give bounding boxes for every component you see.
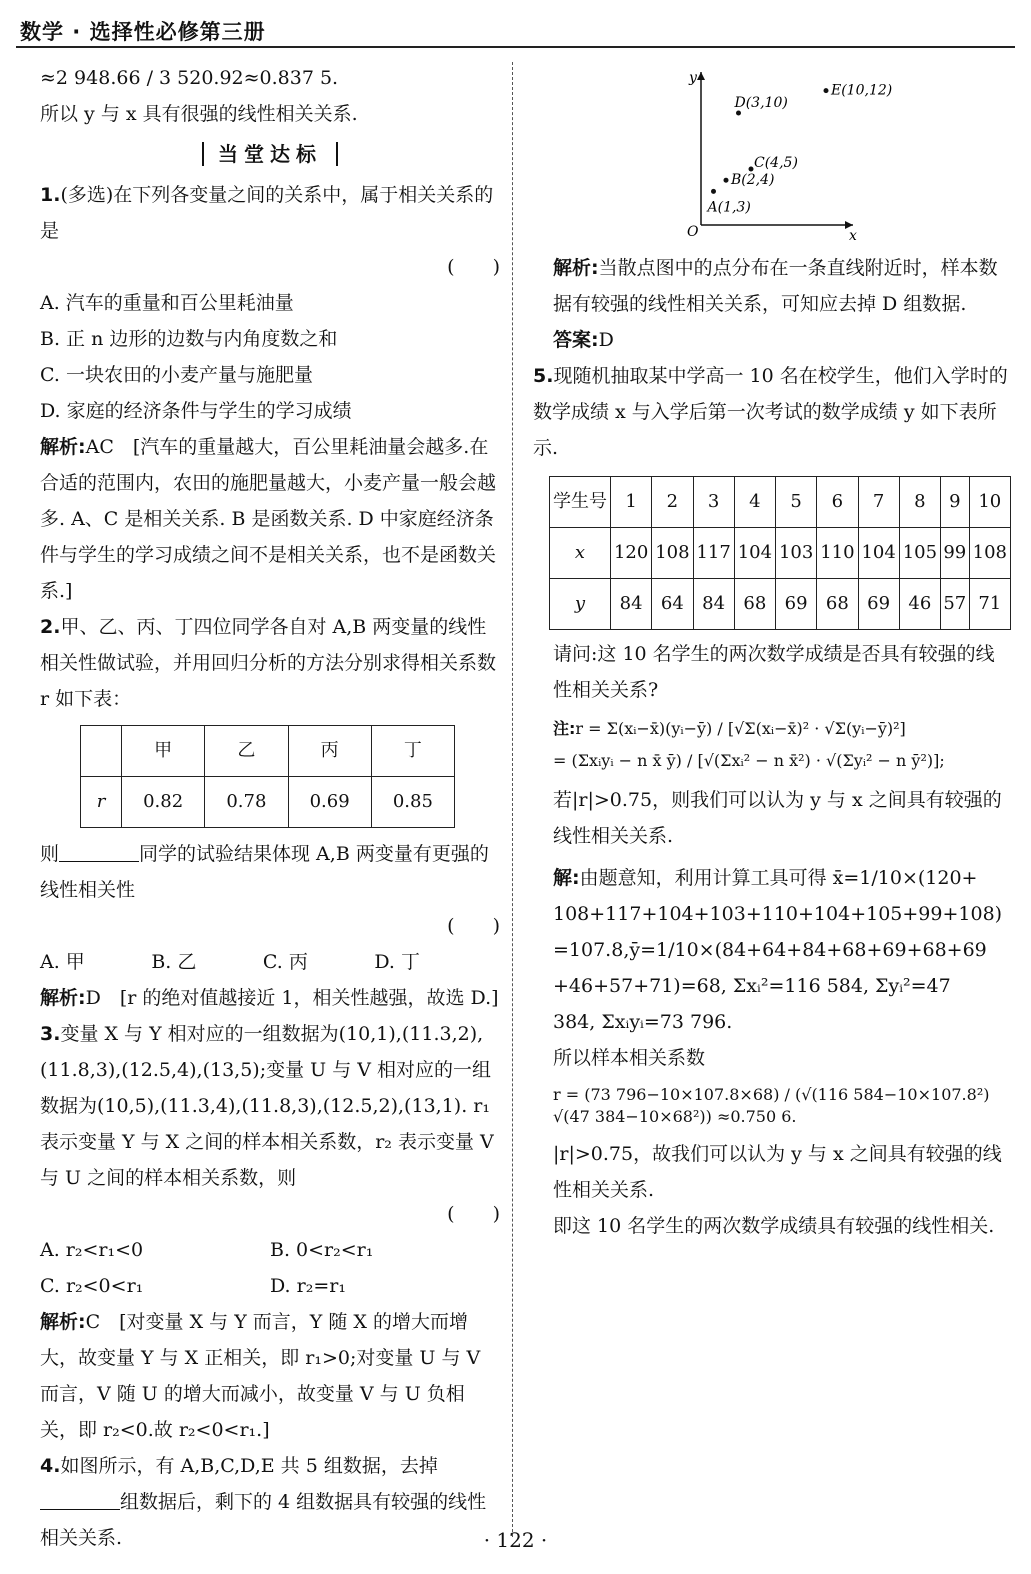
book-title: 数学 · 选择性必修第三册 — [20, 20, 266, 44]
table-cell: 0.78 — [205, 777, 288, 828]
option-d: D. 丁 — [374, 951, 420, 973]
intro-formula: ≈2 948.66 / 3 520.92≈0.837 5. — [40, 67, 339, 89]
table-cell: 84 — [611, 579, 652, 630]
left-column — [40, 60, 500, 1556]
question-3 — [40, 1016, 500, 1448]
scatter-plot — [553, 60, 1008, 250]
y-axis-arrow — [697, 72, 705, 80]
analysis-label: 解析: — [40, 1311, 86, 1333]
answer-text: D — [598, 329, 614, 351]
score-table — [549, 476, 1011, 630]
question-number: 1. — [40, 184, 61, 206]
table-cell: 46 — [899, 579, 940, 630]
question-2 — [40, 609, 500, 1016]
question-number: 3. — [40, 1023, 61, 1045]
option-d: D. 家庭的经济条件与学生的学习成绩 — [40, 400, 352, 422]
scatter-point — [824, 88, 829, 93]
solution-line: =107.8,ȳ=1/10×(84+64+84+68+69+68+69 — [553, 939, 987, 961]
question-ask: 请问:这 10 名学生的两次数学成绩是否具有较强的线性相关关系? — [553, 643, 995, 701]
table-cell: 71 — [969, 579, 1010, 630]
answer-paren: ( ) — [447, 915, 500, 937]
table-cell: 103 — [776, 528, 817, 579]
question-stem: 甲、乙、丙、丁四位同学各自对 A,B 两变量的线性相关性做试验，并用回归分析的方法分别求得相关系数 r 如下表： — [40, 616, 497, 710]
table-cell: 104 — [734, 528, 775, 579]
table-cell: 110 — [817, 528, 858, 579]
table-cell: 乙 — [205, 726, 288, 777]
section-banner: 当堂达标 — [40, 136, 500, 173]
solution-line: 108+117+104+103+110+104+105+99+108) — [553, 903, 1003, 925]
option-a: A. r₂<r₁<0 — [40, 1239, 144, 1261]
table-cell: 69 — [858, 579, 899, 630]
table-cell: 甲 — [122, 726, 205, 777]
table-cell: 3 — [693, 477, 734, 528]
fill-text: 同学的试验结果体现 A,B 两变量有更强的线性相关性 — [40, 843, 489, 901]
option-b: B. 0<r₂<r₁ — [270, 1239, 374, 1261]
question-stem: (多选)在下列各变量之间的关系中，属于相关关系的是 — [40, 184, 494, 242]
note-label: 注: — [553, 719, 576, 738]
scatter-point — [736, 111, 741, 116]
question-number: 4. — [40, 1455, 61, 1477]
table-cell: 7 — [858, 477, 899, 528]
note-formula-2: = (Σxᵢyᵢ − n x̄ ȳ) / [√(Σxᵢ² − n x̄²) · √(Σyᵢ² − n ȳ²)]; — [553, 751, 945, 770]
table-row — [550, 579, 1011, 630]
table-cell: 108 — [969, 528, 1010, 579]
table-row — [81, 777, 455, 828]
scatter-point-label: D(3,10) — [734, 95, 788, 111]
question-5 — [533, 358, 1008, 466]
question-1 — [40, 177, 500, 609]
corr-intro: 所以样本相关系数 — [553, 1047, 706, 1069]
option-c: C. r₂<0<r₁ — [40, 1275, 144, 1297]
table-cell: 8 — [899, 477, 940, 528]
table-cell: 0.69 — [288, 777, 371, 828]
answer-paren: ( ) — [447, 1203, 500, 1225]
answer-label: 答案: — [553, 329, 599, 351]
table-row — [550, 528, 1011, 579]
solution-line: +46+57+71)=68, Σxᵢ²=116 584, Σyᵢ²=47 — [553, 975, 951, 997]
scatter-point-label: A(1,3) — [707, 199, 751, 216]
scatter-point — [711, 189, 716, 194]
scatter-points — [706, 83, 893, 216]
option-a: A. 甲 — [40, 951, 85, 973]
analysis-label: 解析: — [553, 257, 599, 279]
analysis-text: 当散点图中的点分布在一条直线附近时，样本数据有较强的线性相关关系，可知应去掉 D 组数据. — [553, 257, 998, 315]
analysis-label: 解析: — [40, 987, 86, 1009]
scatter-point-label: C(4,5) — [754, 155, 798, 171]
intro-conclusion: 所以 y 与 x 具有很强的线性相关关系. — [40, 103, 358, 125]
table-cell: 104 — [858, 528, 899, 579]
table-cell: 5 — [776, 477, 817, 528]
analysis-label: 解析: — [40, 436, 86, 458]
option-c: C. 一块农田的小麦产量与施肥量 — [40, 364, 313, 386]
page-number: · 122 · — [483, 1528, 548, 1552]
table-cell: 120 — [611, 528, 652, 579]
question-number: 2. — [40, 616, 61, 638]
question-stem: 组数据后，剩下的 4 组数据具有较强的线性相关关系. — [40, 1491, 487, 1549]
scatter-point — [749, 167, 754, 172]
correlation-table — [80, 725, 455, 828]
table-cell: 117 — [693, 528, 734, 579]
x-axis-label: x — [849, 228, 857, 240]
table-cell: 9 — [941, 477, 970, 528]
corr-conclusion: |r|>0.75，故我们可以认为 y 与 x 之间具有较强的线性相关关系. — [553, 1143, 1002, 1201]
table-cell: 1 — [611, 477, 652, 528]
table-cell: 0.82 — [122, 777, 205, 828]
table-cell: 丙 — [288, 726, 371, 777]
question-stem: 变量 X 与 Y 相对应的一组数据为(10,1),(11.3,2),(11.8,3),(12.5,4),(13,5);变量 U 与 V 相对应的一组数据为(10,5),(11.3,4),(11.8,3),(12.5,2),(13,1). r₁ 表示变量 Y 与 X 之间的样本相关系数，r₂ 表示变量 V 与 U 之间的样本相关系数，则 — [40, 1023, 494, 1189]
criterion-text: 若|r|>0.75，则我们可以认为 y 与 x 之间具有较强的线性相关关系. — [553, 789, 1002, 847]
option-c: C. 丙 — [262, 951, 308, 973]
table-cell: 学生号 — [550, 477, 611, 528]
table-cell: r — [81, 777, 122, 828]
final-conclusion: 即这 10 名学生的两次数学成绩具有较强的线性相关. — [553, 1215, 995, 1237]
note-formula-1: r = Σ(xᵢ−x̄)(yᵢ−ȳ) / [√Σ(xᵢ−x̄)² · √Σ(yᵢ−ȳ)²] — [575, 719, 906, 738]
table-cell: 69 — [776, 579, 817, 630]
question-stem: 现随机抽取某中学高一 10 名在校学生，他们入学时的数学成绩 x 与入学后第一次考试的数学成绩 y 如下表所示. — [533, 365, 1008, 459]
option-b: B. 乙 — [151, 951, 197, 973]
table-cell: 99 — [941, 528, 970, 579]
table-cell — [81, 726, 122, 777]
table-cell: 57 — [941, 579, 970, 630]
scatter-svg — [553, 60, 1008, 240]
table-cell: x — [550, 528, 611, 579]
scatter-point-label: B(2,4) — [731, 172, 775, 189]
origin-label: O — [687, 224, 699, 240]
scatter-point-label: E(10,12) — [831, 82, 893, 99]
table-cell: y — [550, 579, 611, 630]
analysis-text: D [r 的绝对值越接近 1，相关性越强，故选 D.] — [85, 987, 499, 1009]
solution-label: 解: — [553, 867, 580, 889]
table-row — [81, 726, 455, 777]
fill-blank — [40, 1491, 120, 1510]
question-number: 5. — [533, 365, 554, 387]
corr-formula: r = (73 796−10×107.8×68) / (√(116 584−10×107.8²) √(47 384−10×68²)) ≈0.750 6. — [553, 1085, 990, 1126]
table-cell: 2 — [652, 477, 693, 528]
solution-line: 由题意知，利用计算工具可得 x̄=1/10×(120+ — [579, 867, 978, 889]
options-grid — [40, 1232, 500, 1304]
table-cell: 6 — [817, 477, 858, 528]
y-axis-label: y — [689, 70, 697, 86]
right-column — [533, 60, 1008, 1244]
table-cell: 68 — [734, 579, 775, 630]
analysis-text: C [对变量 X 与 Y 而言，Y 随 X 的增大而增大，故变量 Y 与 X 正相关，即 r₁>0;对变量 U 与 V 而言，V 随 U 的增大而减小，故变量 V 与 U 负相关，即 r₂<0.故 r₂<0<r₁.] — [40, 1311, 481, 1441]
fill-text: 则 — [40, 843, 60, 865]
table-cell: 0.85 — [371, 777, 454, 828]
options-row — [40, 944, 420, 980]
option-b: B. 正 n 边形的边数与内角度数之和 — [40, 328, 338, 350]
table-cell: 丁 — [371, 726, 454, 777]
fill-blank — [59, 843, 139, 862]
table-cell: 10 — [969, 477, 1010, 528]
solution-line: 384, Σxᵢyᵢ=73 796. — [553, 1011, 733, 1033]
table-row — [550, 477, 1011, 528]
table-cell: 105 — [899, 528, 940, 579]
analysis-text: AC [汽车的重量越大，百公里耗油量会越多.在合适的范围内，农田的施肥量越大，小麦产量一般会越多. A、C 是相关关系. B 是函数关系. D 中家庭经济条件与学生的学习成绩之间不是相关关系，也不是函数关系.] — [40, 436, 497, 602]
table-cell: 64 — [652, 579, 693, 630]
page-header — [16, 8, 1015, 48]
column-divider — [512, 62, 513, 1537]
option-a: A. 汽车的重量和百公里耗油量 — [40, 292, 294, 314]
answer-paren: ( ) — [447, 256, 500, 278]
scatter-point — [724, 178, 729, 183]
table-cell: 108 — [652, 528, 693, 579]
table-cell: 68 — [817, 579, 858, 630]
table-cell: 84 — [693, 579, 734, 630]
question-stem: 如图所示，有 A,B,C,D,E 共 5 组数据，去掉 — [60, 1455, 438, 1477]
table-cell: 4 — [734, 477, 775, 528]
option-d: D. r₂=r₁ — [270, 1275, 346, 1297]
